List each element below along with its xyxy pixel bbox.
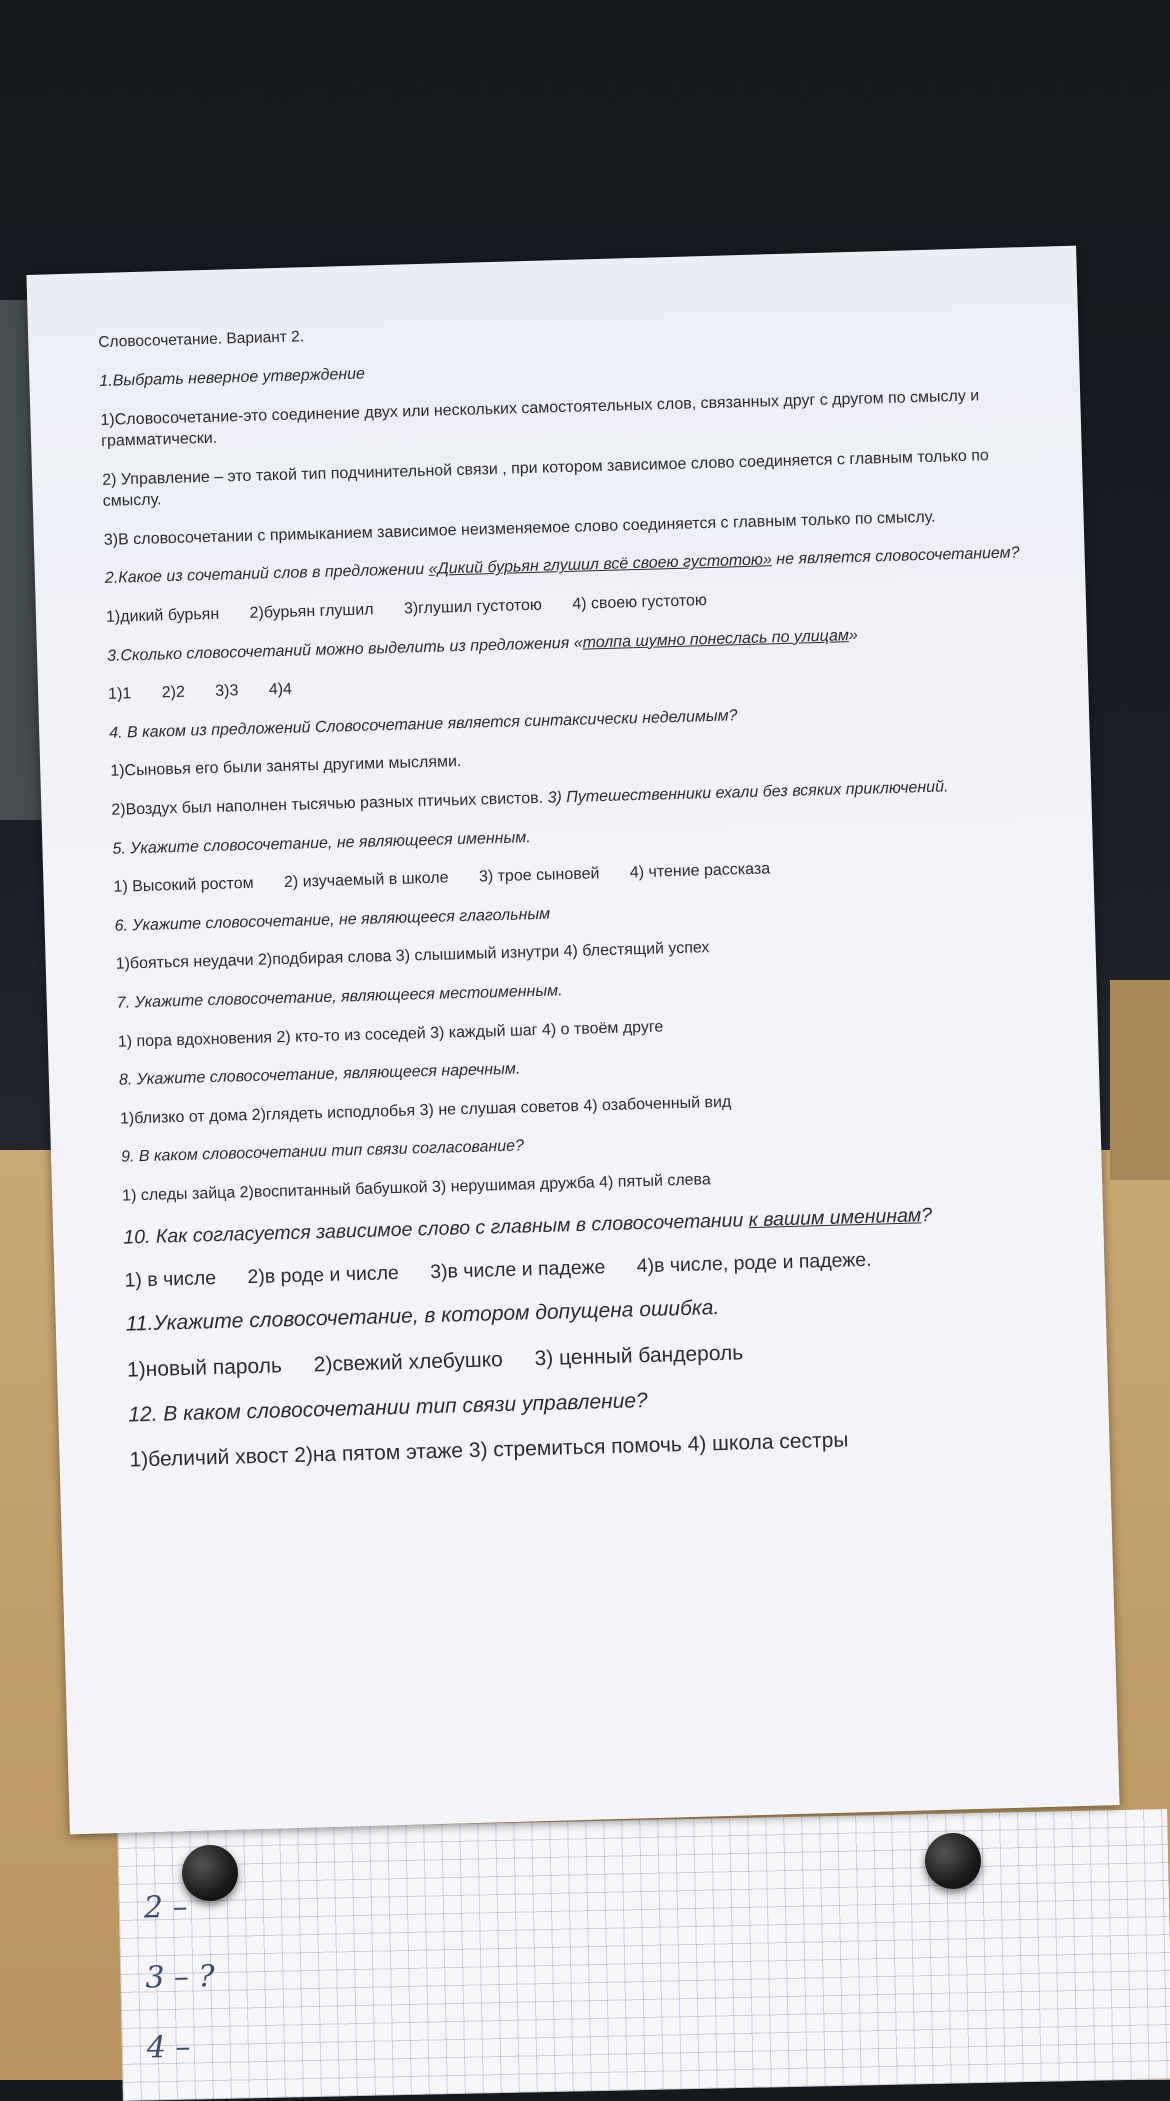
q9-question: 9. В каком словосочетании тип связи согласование?: [120, 1137, 525, 1167]
q10-option-4: 4)в числе, роде и падеже.: [636, 1248, 872, 1278]
q3-question: 3.Сколько словосочетаний можно выделить из предложения «толпа шумно понеслась по улицам»: [106, 626, 858, 665]
q5-option-1: 1) Высокий ростом: [113, 875, 254, 896]
handwritten-answer-2: 2 –: [143, 1889, 188, 1926]
q5-options: [113, 851, 1053, 899]
magnet-left: [182, 1845, 238, 1901]
q11-option-2: 2)свежий хлебушко: [313, 1347, 504, 1376]
q4-question: 4. В каком из предложений Словосочетание является синтаксически неделимым?: [109, 707, 738, 742]
q5-option-3: 3) трое сыновей: [478, 865, 600, 886]
q2-options: [106, 581, 1046, 629]
q8-options: 1)близко от дома 2)глядеть исподлобья 3) не слушая советов 4) озабоченный вид: [119, 1093, 732, 1128]
q3-options: [108, 658, 1048, 706]
q10-option-2: 2)в роде и числе: [247, 1261, 400, 1289]
grid-paper-answer-sheet: [117, 1809, 1170, 2101]
q2-option-3: 3)глушил густотою: [403, 596, 543, 618]
q11-option-3: 3) ценный бандероль: [534, 1340, 744, 1370]
q3-option-4: 4)4: [268, 680, 293, 699]
q10-options: [124, 1241, 1064, 1294]
q10-question: 10. Как согласуется зависимое слово с главным в словосочетании к вашим именинам?: [123, 1203, 933, 1249]
q4-option-2: 2)Воздух был наполнен тысячью разных птичьих свистов.: [111, 789, 544, 819]
q2-quote: «Дикий бурьян глушил всё своею густотою»: [428, 551, 773, 579]
q1-option-2: 2) Управление – это такой тип подчинительной связи , при котором зависимое слово соединяется с главным только по смыслу.: [101, 446, 989, 511]
q7-options: 1) пора вдохновения 2) кто-то из соседей 3) каждый шаг 4) о твоём друге: [117, 1018, 664, 1051]
q5-question: 5. Укажите словосочетание, не являющееся именным.: [112, 828, 531, 858]
q1-question: 1.Выбрать неверное утверждение: [99, 365, 366, 390]
q10-quote: к вашим именинам: [748, 1203, 922, 1231]
q4-option-3: 3) Путешественники ехали без всяких приключений.: [547, 778, 949, 807]
q2-option-1: 1)дикий бурьян: [105, 605, 220, 626]
q1-option-3: 3)В словосочетании с примыканием зависимое неизменяемое слово соединяется с главным только по смыслу.: [103, 508, 936, 549]
q6-question: 6. Укажите словосочетание, не являющееся глагольным: [114, 905, 551, 935]
q2-option-4: 4) своею густотою: [572, 592, 708, 613]
q12-options: 1)беличий хвост 2)на пятом этаже 3) стремиться помочь 4) школа сестры: [129, 1428, 849, 1472]
test-sheet: [26, 246, 1119, 1835]
q8-question: 8. Укажите словосочетание, являющееся наречным.: [118, 1060, 521, 1089]
q7-question: 7. Укажите словосочетание, являющееся местоименным.: [116, 982, 563, 1012]
q6-options: 1)бояться неудачи 2)подбирая слова 3) слышимый изнутри 4) блестящий успех: [115, 939, 710, 974]
magnet-right: [925, 1833, 981, 1889]
q3-quote: толпа шумно понеслась по улицам: [582, 626, 850, 652]
test-content: [98, 307, 1070, 1492]
q11-options: [127, 1330, 1067, 1385]
q5-option-4: 4) чтение рассказа: [629, 860, 771, 882]
q2-question: 2.Какое из сочетаний слов в предложении «Дикий бурьян глушил всё своею густотою» не является словосочетанием?: [104, 544, 1020, 588]
q1-option-1: 1)Словосочетание-это соединение двух или нескольких самостоятельных слов, связанных друг с другом по смыслу и грамматически.: [100, 386, 980, 451]
q9-options: 1) следы зайца 2)воспитанный бабушкой 3) нерушимая дружба 4) пятый слева: [121, 1171, 711, 1205]
q5-option-2: 2) изучаемый в школе: [283, 869, 449, 892]
q3-option-2: 2)2: [161, 683, 186, 702]
q3-option-1: 1)1: [107, 685, 132, 704]
handwritten-answer-3: 3 – ?: [145, 1959, 215, 1996]
handwritten-answer-4: 4 –: [146, 2029, 191, 2066]
q3-option-3: 3)3: [215, 682, 239, 701]
q10-option-3: 3)в числе и падеже: [429, 1256, 606, 1283]
q10-option-1: 1) в числе: [124, 1266, 217, 1292]
q11-question: 11.Укажите словосочетание, в котором допущена ошибка.: [125, 1296, 720, 1336]
shelf-edge: [1110, 980, 1170, 1180]
page-title: Словосочетание. Вариант 2.: [98, 328, 305, 351]
q4-options-2-3: [111, 774, 1051, 822]
q12-question: 12. В каком словосочетании тип связи управление?: [127, 1388, 648, 1427]
q2-option-2: 2)бурьян глушил: [249, 601, 374, 622]
q4-option-1: 1)Сыновья его были заняты другими мыслями.: [110, 753, 462, 781]
q11-option-1: 1)новый пароль: [126, 1353, 283, 1382]
